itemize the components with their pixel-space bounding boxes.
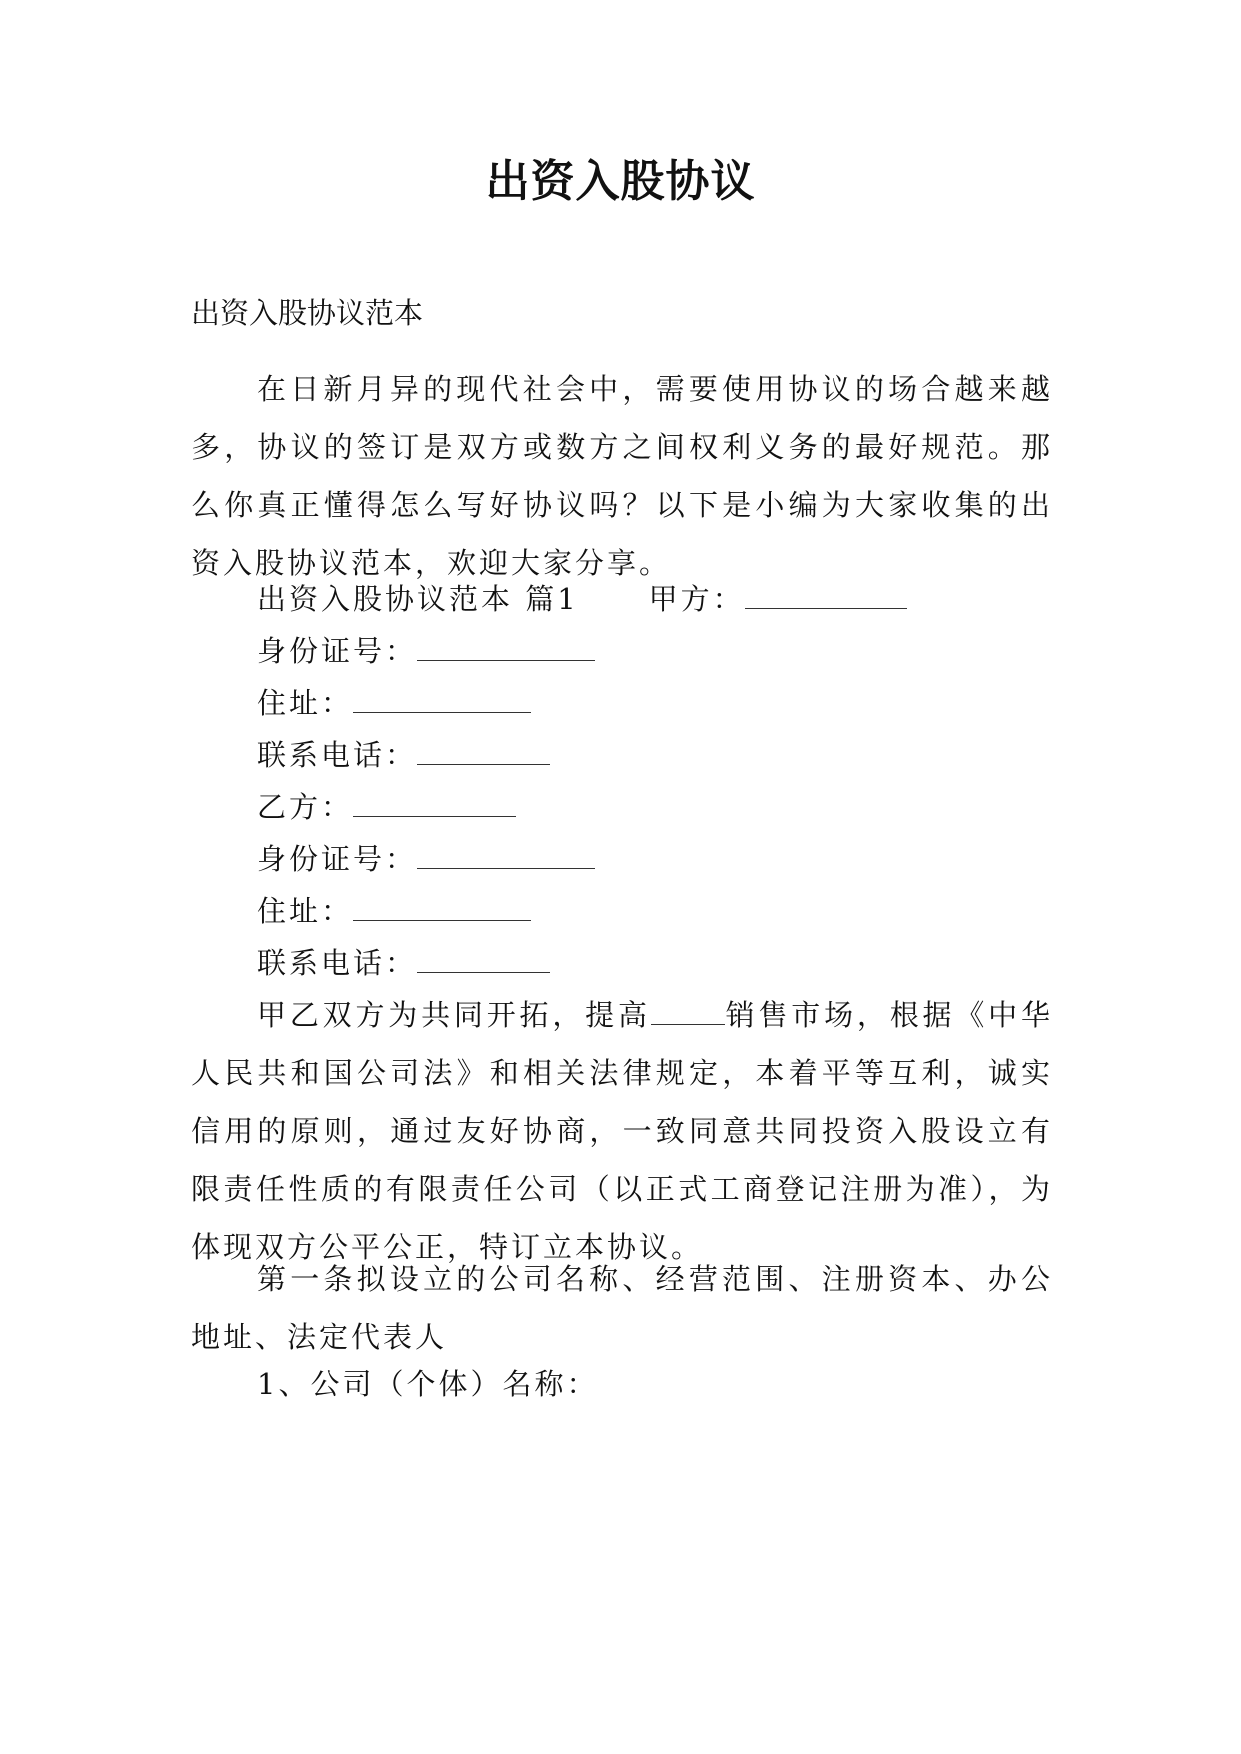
party-b-phone-label: 联系电话： [257, 946, 418, 980]
party-a-label: 甲方： [648, 582, 745, 616]
party-a-id-line [257, 630, 595, 672]
section-heading: 出资入股协议范本 篇1 [257, 582, 579, 616]
party-a-phone-line [257, 734, 550, 776]
party-b-blank [353, 788, 516, 817]
body-p1-rest: 销售市场，根据《中华人民共和国公司法》和相关法律规定，本着平等互利，诚实信用的原则，通过友好协商，一致同意共同投资入股设立有限责任性质的有限责任公司（以正式工商登记注册为准），为体现双方公平公正，特订立本协议。 [191, 998, 1053, 1264]
party-a-phone-blank [417, 736, 550, 765]
party-b-id-label: 身份证号： [257, 842, 418, 876]
party-b-address-line [257, 890, 531, 932]
party-b-id-line [257, 838, 595, 880]
party-b-line [257, 786, 516, 828]
party-b-address-label: 住址： [257, 894, 354, 928]
party-a-address-label: 住址： [257, 686, 354, 720]
party-b-address-blank [353, 892, 531, 921]
party-a-address-blank [353, 684, 531, 713]
party-a-line [257, 578, 907, 620]
intro-paragraph: 在日新月异的现代社会中，需要使用协议的场合越来越多，协议的签订是双方或数方之间权利义务的最好规范。那么你真正懂得怎么写好协议吗？以下是小编为大家收集的出资入股协议范本，欢迎大家分享。 [191, 372, 1053, 580]
party-a-id-blank [417, 632, 595, 661]
document-subtitle: 出资入股协议范本 [191, 296, 424, 330]
party-b-label: 乙方： [257, 790, 354, 824]
item-1-label: 1、公司（个体）名称： [257, 1367, 599, 1401]
party-b-phone-blank [417, 944, 550, 973]
body-paragraph-1 [191, 986, 1053, 1276]
body-p1-start: 甲乙双方为共同开拓，提高 [257, 998, 651, 1032]
party-a-address-line [257, 682, 531, 724]
party-a-id-label: 身份证号： [257, 634, 418, 668]
party-b-id-blank [417, 840, 595, 869]
market-blank [651, 1000, 725, 1025]
article-1-heading: 第一条拟设立的公司名称、经营范围、注册资本、办公地址、法定代表人 [191, 1262, 1053, 1354]
document-title: 出资入股协议 [485, 156, 756, 207]
party-a-blank [745, 580, 907, 609]
party-a-phone-label: 联系电话： [257, 738, 418, 772]
item-1-line [257, 1363, 598, 1405]
party-b-phone-line [257, 942, 550, 984]
